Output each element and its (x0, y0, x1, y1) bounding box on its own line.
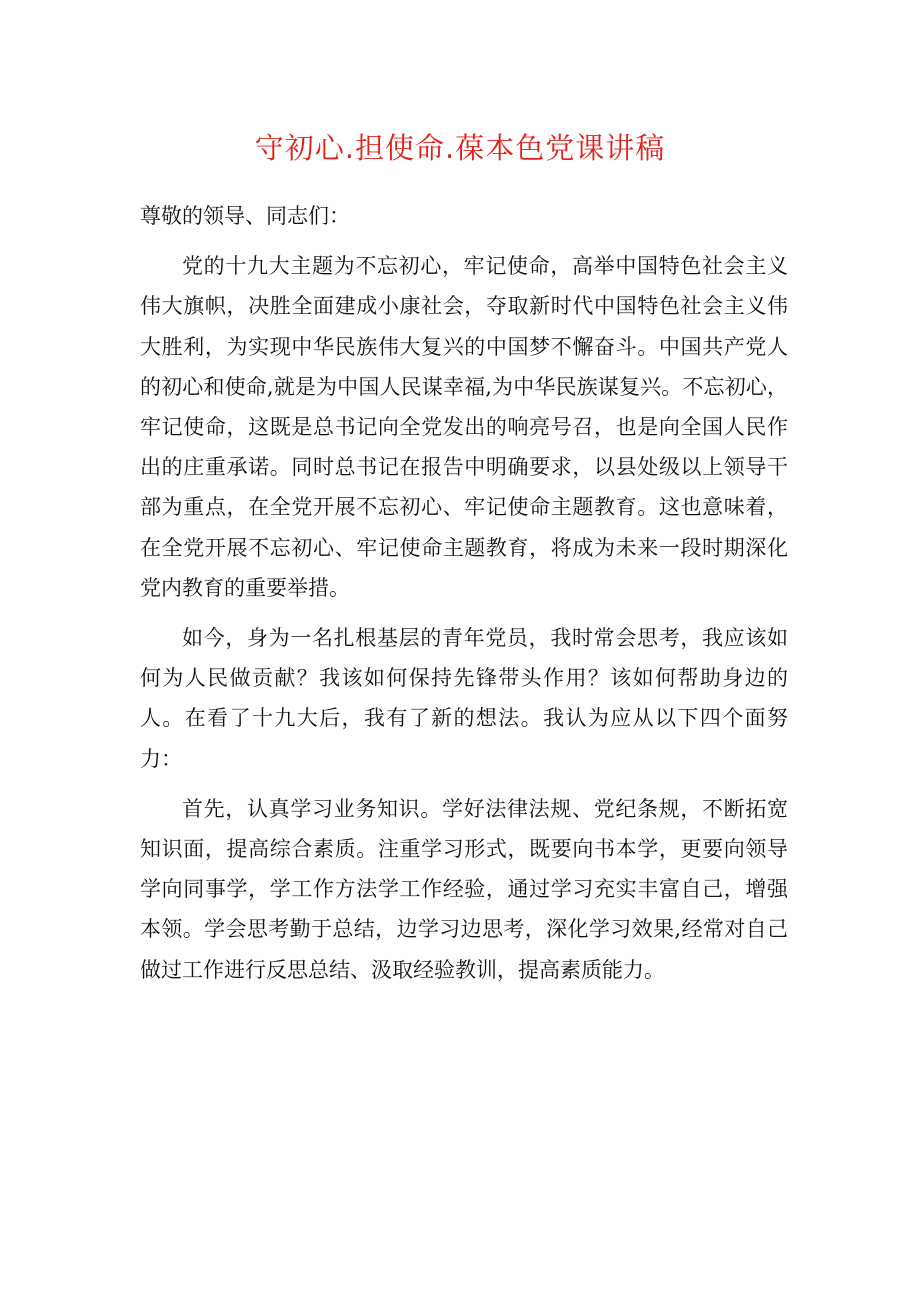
salutation: 尊敬的领导、同志们： (140, 204, 350, 228)
paragraph-theme: 党的十九大主题为不忘初心，牢记使命，高举中国特色社会主义伟大旗帜，决胜全面建成小康社会，夺取新时代中国特色社会主义伟大胜利，为实现中华民族伟大复兴的中国梦不懈奋斗。中国共产党人的初心和使命,就是为中国人民谋幸福,为中华民族谋复兴。不忘初心，牢记使命，这既是总书记向全党发出的响亮号召，也是向全国人民作出的庄重承诺。同时总书记在报告中明确要求，以县处级以上领导干部为重点，在全党开展不忘初心、牢记使命主题教育。这也意味着，在全党开展不忘初心、牢记使命主题教育，将成为未来一段时期深化党内教育的重要举措。 (140, 254, 788, 600)
paragraph-study: 首先，认真学习业务知识。学好法律法规、党纪条规，不断拓宽知识面，提高综合素质。注重学习形式，既要向书本学，更要向领导学向同事学，学工作方法学工作经验，通过学习充实丰富自己，增强本领。学会思考勤于总结，边学习边思考，深化学习效果,经常对自己做过工作进行反思总结、汲取经验教训，提高素质能力。 (140, 796, 788, 982)
paragraph-reflection: 如今，身为一名扎根基层的青年党员，我时常会思考，我应该如何为人民做贡献？我该如何保持先锋带头作用？该如何帮助身边的人。在看了十九大后，我有了新的想法。我认为应从以下四个面努力： (140, 626, 788, 771)
document-title: 守初心.担使命.葆本色党课讲稿 (254, 131, 666, 165)
document-body (140, 196, 788, 1000)
